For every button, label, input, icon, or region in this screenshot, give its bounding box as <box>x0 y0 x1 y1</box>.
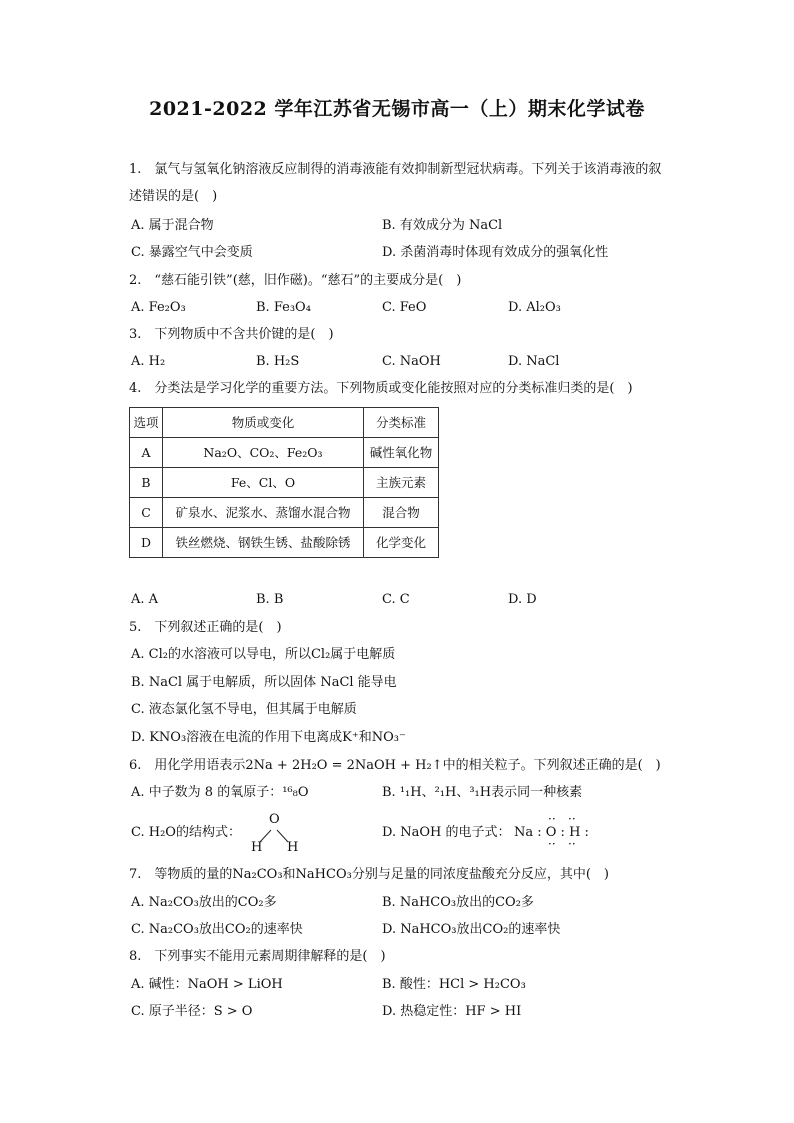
table-header: 选项 <box>130 408 163 438</box>
q2-option-a: A. Fe₂O₃ <box>131 300 186 315</box>
q2-option-b: B. Fe₃O₄ <box>256 300 311 315</box>
q2-option-d: D. Al₂O₃ <box>508 300 561 315</box>
table-cell: Fe、Cl、O <box>163 468 364 498</box>
table-cell: 矿泉水、泥浆水、蒸馏水混合物 <box>163 498 364 528</box>
q8-option-c: C. 原子半径：S > O <box>131 1004 253 1019</box>
table-row <box>130 528 439 558</box>
table-row <box>130 498 439 528</box>
hydrogen-atom: H <box>251 840 263 855</box>
table-header-row <box>130 408 439 438</box>
oxygen-atom: O <box>269 812 280 827</box>
q8-stem: 8. 下列事实不能用元素周期律解释的是( ) <box>129 949 386 964</box>
q5-option-b: B. NaCl 属于电解质，所以固体 NaCl 能导电 <box>131 675 397 690</box>
q5-option-c: C. 液态氯化氢不导电，但其属于电解质 <box>131 702 357 717</box>
q7-option-c: C. Na₂CO₃放出CO₂的速率快 <box>131 922 303 937</box>
q5-option-a: A. Cl₂的水溶液可以导电，所以Cl₂属于电解质 <box>131 647 396 662</box>
q1-stem-line1: 1. 氯气与氢氧化钠溶液反应制得的消毒液能有效抑制新型冠状病毒。下列关于该消毒液的叙 <box>129 162 662 177</box>
table-row <box>130 438 439 468</box>
q6-option-a: A. 中子数为 8 的氧原子：¹⁶₈O <box>131 785 309 800</box>
table-header: 分类标准 <box>364 408 439 438</box>
q4-option-b: B. B <box>256 592 284 607</box>
table-cell: 混合物 <box>364 498 439 528</box>
q6-option-c: C. H₂O的结构式： <box>131 825 241 840</box>
q2-stem: 2. “慈石能引铁”(慈，旧作磁)。“慈石”的主要成分是( ) <box>129 273 462 288</box>
q6-option-b: B. ¹₁H、²₁H、³₁H表示同一种核素 <box>382 785 583 800</box>
table-cell: Na₂O、CO₂、Fe₂O₃ <box>163 438 364 468</box>
q7-option-b: B. NaHCO₃放出的CO₂多 <box>382 895 534 910</box>
q4-stem: 4. 分类法是学习化学的重要方法。下列物质或变化能按照对应的分类标准归类的是( ) <box>129 381 633 396</box>
q8-option-d: D. 热稳定性：HF > HI <box>382 1004 522 1019</box>
q6-stem: 6. 用化学用语表示2Na + 2H₂O = 2NaOH + H₂↑中的相关粒子。下列叙述正确的是( ) <box>129 758 661 773</box>
q1-option-c: C. 暴露空气中会变质 <box>131 245 253 260</box>
classification-table <box>129 407 439 558</box>
table-cell: 化学变化 <box>364 528 439 558</box>
q7-option-a: A. Na₂CO₃放出的CO₂多 <box>131 895 277 910</box>
hydrogen-atom: H <box>287 840 299 855</box>
q5-option-d: D. KNO₃溶液在电流的作用下电离成K⁺和NO₃⁻ <box>131 730 406 745</box>
q4-option-c: C. C <box>382 592 410 607</box>
water-structural-formula <box>248 812 298 856</box>
q7-stem: 7. 等物质的量的Na₂CO₃和NaHCO₃分别与足量的同浓度盐酸充分反应，其中( ) <box>129 867 609 882</box>
table-cell: D <box>130 528 163 558</box>
table-row <box>130 468 439 498</box>
q1-option-a: A. 属于混合物 <box>131 218 214 233</box>
q1-option-b: B. 有效成分为 NaCl <box>382 218 503 233</box>
table-cell: B <box>130 468 163 498</box>
electron-pair-bottom: ·· <box>568 837 576 851</box>
electron-pair-bottom: ·· <box>548 837 556 851</box>
table-header: 物质或变化 <box>163 408 364 438</box>
table-cell: 铁丝燃烧、钢铁生锈、盐酸除锈 <box>163 528 364 558</box>
q3-option-b: B. H₂S <box>256 354 300 369</box>
electron-pair-top: ·· <box>548 812 556 826</box>
q3-stem: 3. 下列物质中不含共价键的是( ) <box>129 327 334 342</box>
q4-option-a: A. A <box>131 592 159 607</box>
table-cell: 碱性氧化物 <box>364 438 439 468</box>
q8-option-a: A. 碱性：NaOH > LiOH <box>131 977 283 992</box>
table-cell: A <box>130 438 163 468</box>
q1-option-d: D. 杀菌消毒时体现有效成分的强氧化性 <box>382 245 609 260</box>
page-title: 2021-2022 学年江苏省无锡市高一（上）期末化学试卷 <box>149 98 645 120</box>
q7-option-d: D. NaHCO₃放出CO₂的速率快 <box>382 922 561 937</box>
q1-stem-line2: 述错误的是( ) <box>129 189 218 204</box>
q5-stem: 5. 下列叙述正确的是( ) <box>129 620 282 635</box>
naoh-electron-formula: Na : O : H : <box>514 825 589 840</box>
q3-option-c: C. NaOH <box>382 354 441 369</box>
q3-option-d: D. NaCl <box>508 354 560 369</box>
q3-option-a: A. H₂ <box>131 354 166 369</box>
q6-option-d: D. NaOH 的电子式： <box>382 825 511 840</box>
electron-pair-top: ·· <box>568 812 576 826</box>
q2-option-c: C. FeO <box>382 300 427 315</box>
q8-option-b: B. 酸性：HCl > H₂CO₃ <box>382 977 526 992</box>
table-cell: C <box>130 498 163 528</box>
table-cell: 主族元素 <box>364 468 439 498</box>
q4-option-d: D. D <box>508 592 537 607</box>
